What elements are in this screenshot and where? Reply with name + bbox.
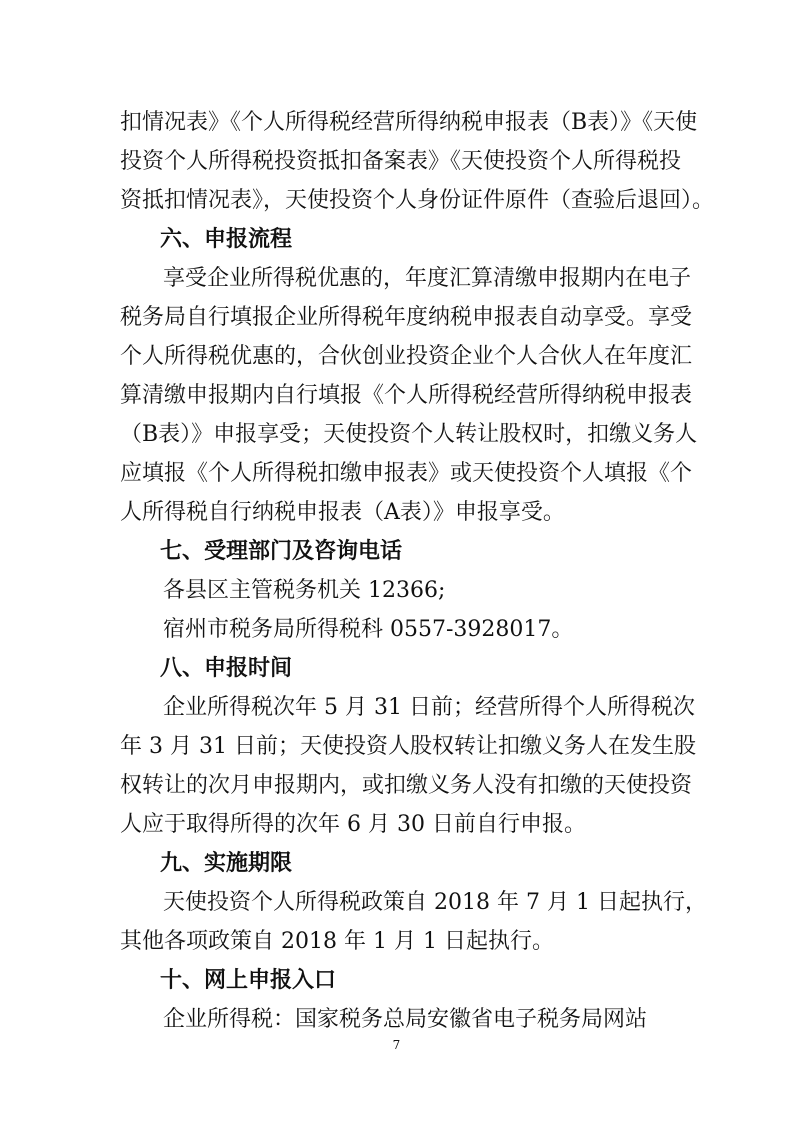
page-number: 7 [392,1038,401,1052]
section-heading: 八、申报时间 [160,656,293,681]
paragraph-line: 人所得税自行纳税申报表（A表）》申报享受。 [120,500,565,525]
section-heading: 十、网上申报入口 [160,968,337,993]
paragraph-line: 扣情况表》《个人所得税经营所得纳税申报表（B表）》《天使 [120,110,698,135]
paragraph-line: 企业所得税次年 5 月 31 日前；经营所得个人所得税次 [163,695,695,720]
paragraph-line: 投资个人所得税投资抵扣备案表》《天使投资个人所得税投 [120,149,682,174]
section-heading: 九、实施期限 [160,851,293,876]
paragraph-line: 享受企业所得税优惠的，年度汇算清缴申报期内在电子 [163,266,692,291]
paragraph-line: 年 3 月 31 日前；天使投资人股权转让扣缴义务人在发生股 [120,734,696,759]
paragraph-line: 应填报《个人所得税扣缴申报表》或天使投资个人填报《个 [120,461,693,486]
paragraph-line: 企业所得税：国家税务总局安徽省电子税务局网站 [163,1007,648,1032]
paragraph-line: 资抵扣情况表》，天使投资个人身份证件原件（查验后退回）。 [120,188,715,213]
paragraph-line: 权转让的次月申报期内，或扣缴义务人没有扣缴的天使投资 [120,773,693,798]
paragraph-line: 其他各项政策自 2018 年 1 月 1 日起执行。 [120,929,554,954]
section-heading: 七、受理部门及咨询电话 [160,539,403,564]
paragraph-line: 宿州市税务局所得税科 0557-3928017。 [163,617,574,642]
paragraph-line: 人应于取得所得的次年 6 月 30 日前自行申报。 [120,812,586,837]
paragraph-line: 税务局自行填报企业所得税年度纳税申报表自动享受。享受 [120,305,693,330]
paragraph-line: 天使投资个人所得税政策自 2018 年 7 月 1 日起执行， [163,890,707,915]
paragraph-line: （B表）》申报享受；天使投资个人转让股权时，扣缴义务人 [120,422,698,447]
section-heading: 六、申报流程 [160,227,293,252]
paragraph-line: 各县区主管税务机关 12366; [163,578,446,603]
paragraph-line: 个人所得税优惠的，合伙创业投资企业个人合伙人在年度汇 [120,344,693,369]
paragraph-line: 算清缴申报期内自行填报《个人所得税经营所得纳税申报表 [120,383,693,408]
